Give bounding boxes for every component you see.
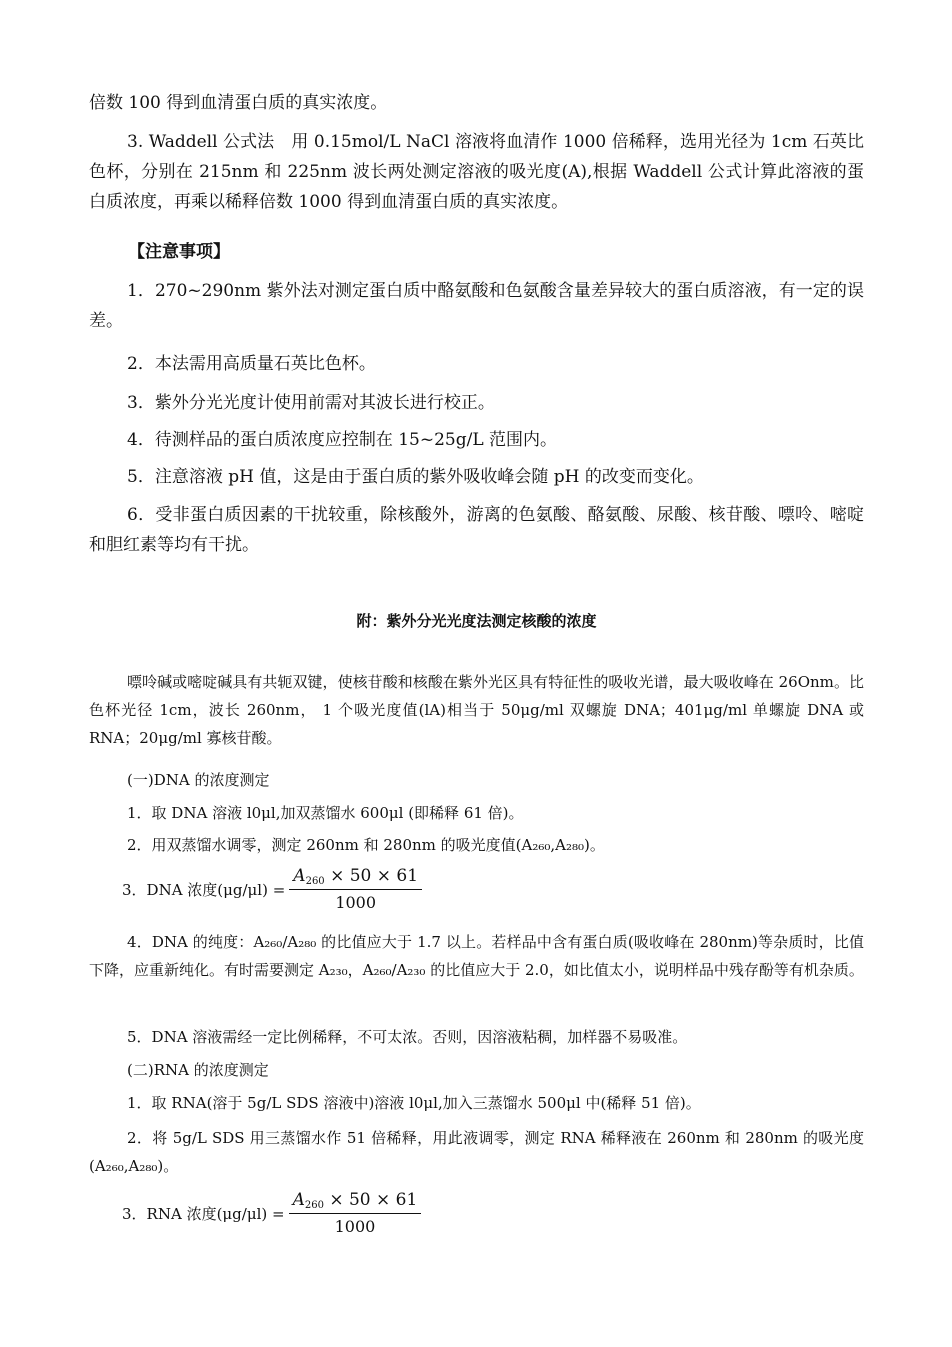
note-item-3: 3．紫外分光光度计使用前需对其波长进行校正。 — [127, 393, 495, 413]
dna-step-5: 5．DNA 溶液需经一定比例稀释，不可太浓。否则，因溶液粘稠，加样器不易吸准。 — [127, 1028, 688, 1046]
note-item-6: 6．受非蛋白质因素的干扰较重，除核酸外，游离的色氨酸、酪氨酸、尿酸、核苷酸、嘌呤、嘧啶和胆红素等均有干扰。 — [89, 505, 864, 555]
note-item-2: 2．本法需用高质量石英比色杯。 — [127, 354, 376, 374]
rna-step-1: 1．取 RNA(溶于 5g/L SDS 溶液中)溶液 l0μl,加入三蒸馏水 500μl 中(稀释 51 倍)。 — [127, 1094, 701, 1112]
fraction — [289, 866, 422, 912]
formula-label: 3．RNA 浓度(μg/μl) = — [122, 1204, 285, 1223]
note-item-5: 5．注意溶液 pH 值，这是由于蛋白质的紫外吸收峰会随 pH 的改变而变化。 — [127, 467, 704, 487]
paragraph-waddell: 3. Waddell 公式法 用 0.15mol/L NaCl 溶液将血清作 1000 倍稀释，选用光径为 1cm 石英比色杯，分别在 215nm 和 225nm 波长两处测定溶液的吸光度(A),根据 Waddell 公式计算此溶液的蛋白质浓度，再乘以稀释倍数 1000 得到血清蛋白质的真实浓度。 — [89, 132, 864, 212]
fraction-numerator: $A_{260} \times 50 \times 61$ — [289, 866, 422, 890]
dna-step-1: 1．取 DNA 溶液 l0μl,加双蒸馏水 600μl (即稀释 61 倍)。 — [127, 804, 524, 822]
note-item-1: 1．270~290nm 紫外法对测定蛋白质中酪氨酸和色氨酸含量差异较大的蛋白质溶液，有一定的误差。 — [89, 281, 864, 331]
notes-heading: 【注意事项】 — [128, 242, 230, 262]
dna-heading: (一)DNA 的浓度测定 — [127, 771, 270, 789]
paragraph: 倍数 100 得到血清蛋白质的真实浓度。 — [89, 93, 388, 113]
appendix-intro: 嘌呤碱或嘧啶碱具有共轭双键，使核苷酸和核酸在紫外光区具有特征性的吸收光谱，最大吸收峰在 26Onm。比色杯光径 1cm，波长 260nm， 1 个吸光度值(lA)相当于 50μg/ml 双螺旋 DNA；401μg/ml 单螺旋 DNA 或 RNA；20μg/ml 寡核苷酸。 — [89, 673, 864, 747]
fraction-numerator: $A_{260} \times 50 \times 61$ — [289, 1190, 422, 1214]
formula-label: 3．DNA 浓度(μg/μl) = — [122, 880, 286, 899]
rna-concentration-formula — [122, 1190, 421, 1236]
note-item-4: 4．待测样品的蛋白质浓度应控制在 15~25g/L 范围内。 — [127, 430, 558, 450]
rna-heading: (二)RNA 的浓度测定 — [127, 1061, 269, 1079]
fraction — [289, 1190, 422, 1236]
appendix-title: 附：紫外分光光度法测定核酸的浓度 — [356, 612, 597, 630]
rna-step-2: 2．将 5g/L SDS 用三蒸馏水作 51 倍稀释，用此液调零，测定 RNA 稀释液在 260nm 和 280nm 的吸光度(A₂₆₀,A₂₈₀)。 — [89, 1129, 864, 1175]
dna-concentration-formula — [122, 866, 422, 912]
dna-step-4: 4．DNA 的纯度：A₂₆₀/A₂₈₀ 的比值应大于 1.7 以上。若样品中含有蛋白质(吸收峰在 280nm)等杂质时，比值下降，应重新纯化。有时需要测定 A₂₃₀，A₂₆₀/A₂₃₀ 的比值应大于 2.0，如比值太小，说明样品中残存酚等有机杂质。 — [89, 933, 864, 979]
dna-step-2: 2．用双蒸馏水调零，测定 260nm 和 280nm 的吸光度值(A₂₆₀,A₂₈₀)。 — [127, 836, 605, 854]
fraction-denominator: 1000 — [335, 893, 377, 912]
fraction-denominator: 1000 — [334, 1217, 376, 1236]
